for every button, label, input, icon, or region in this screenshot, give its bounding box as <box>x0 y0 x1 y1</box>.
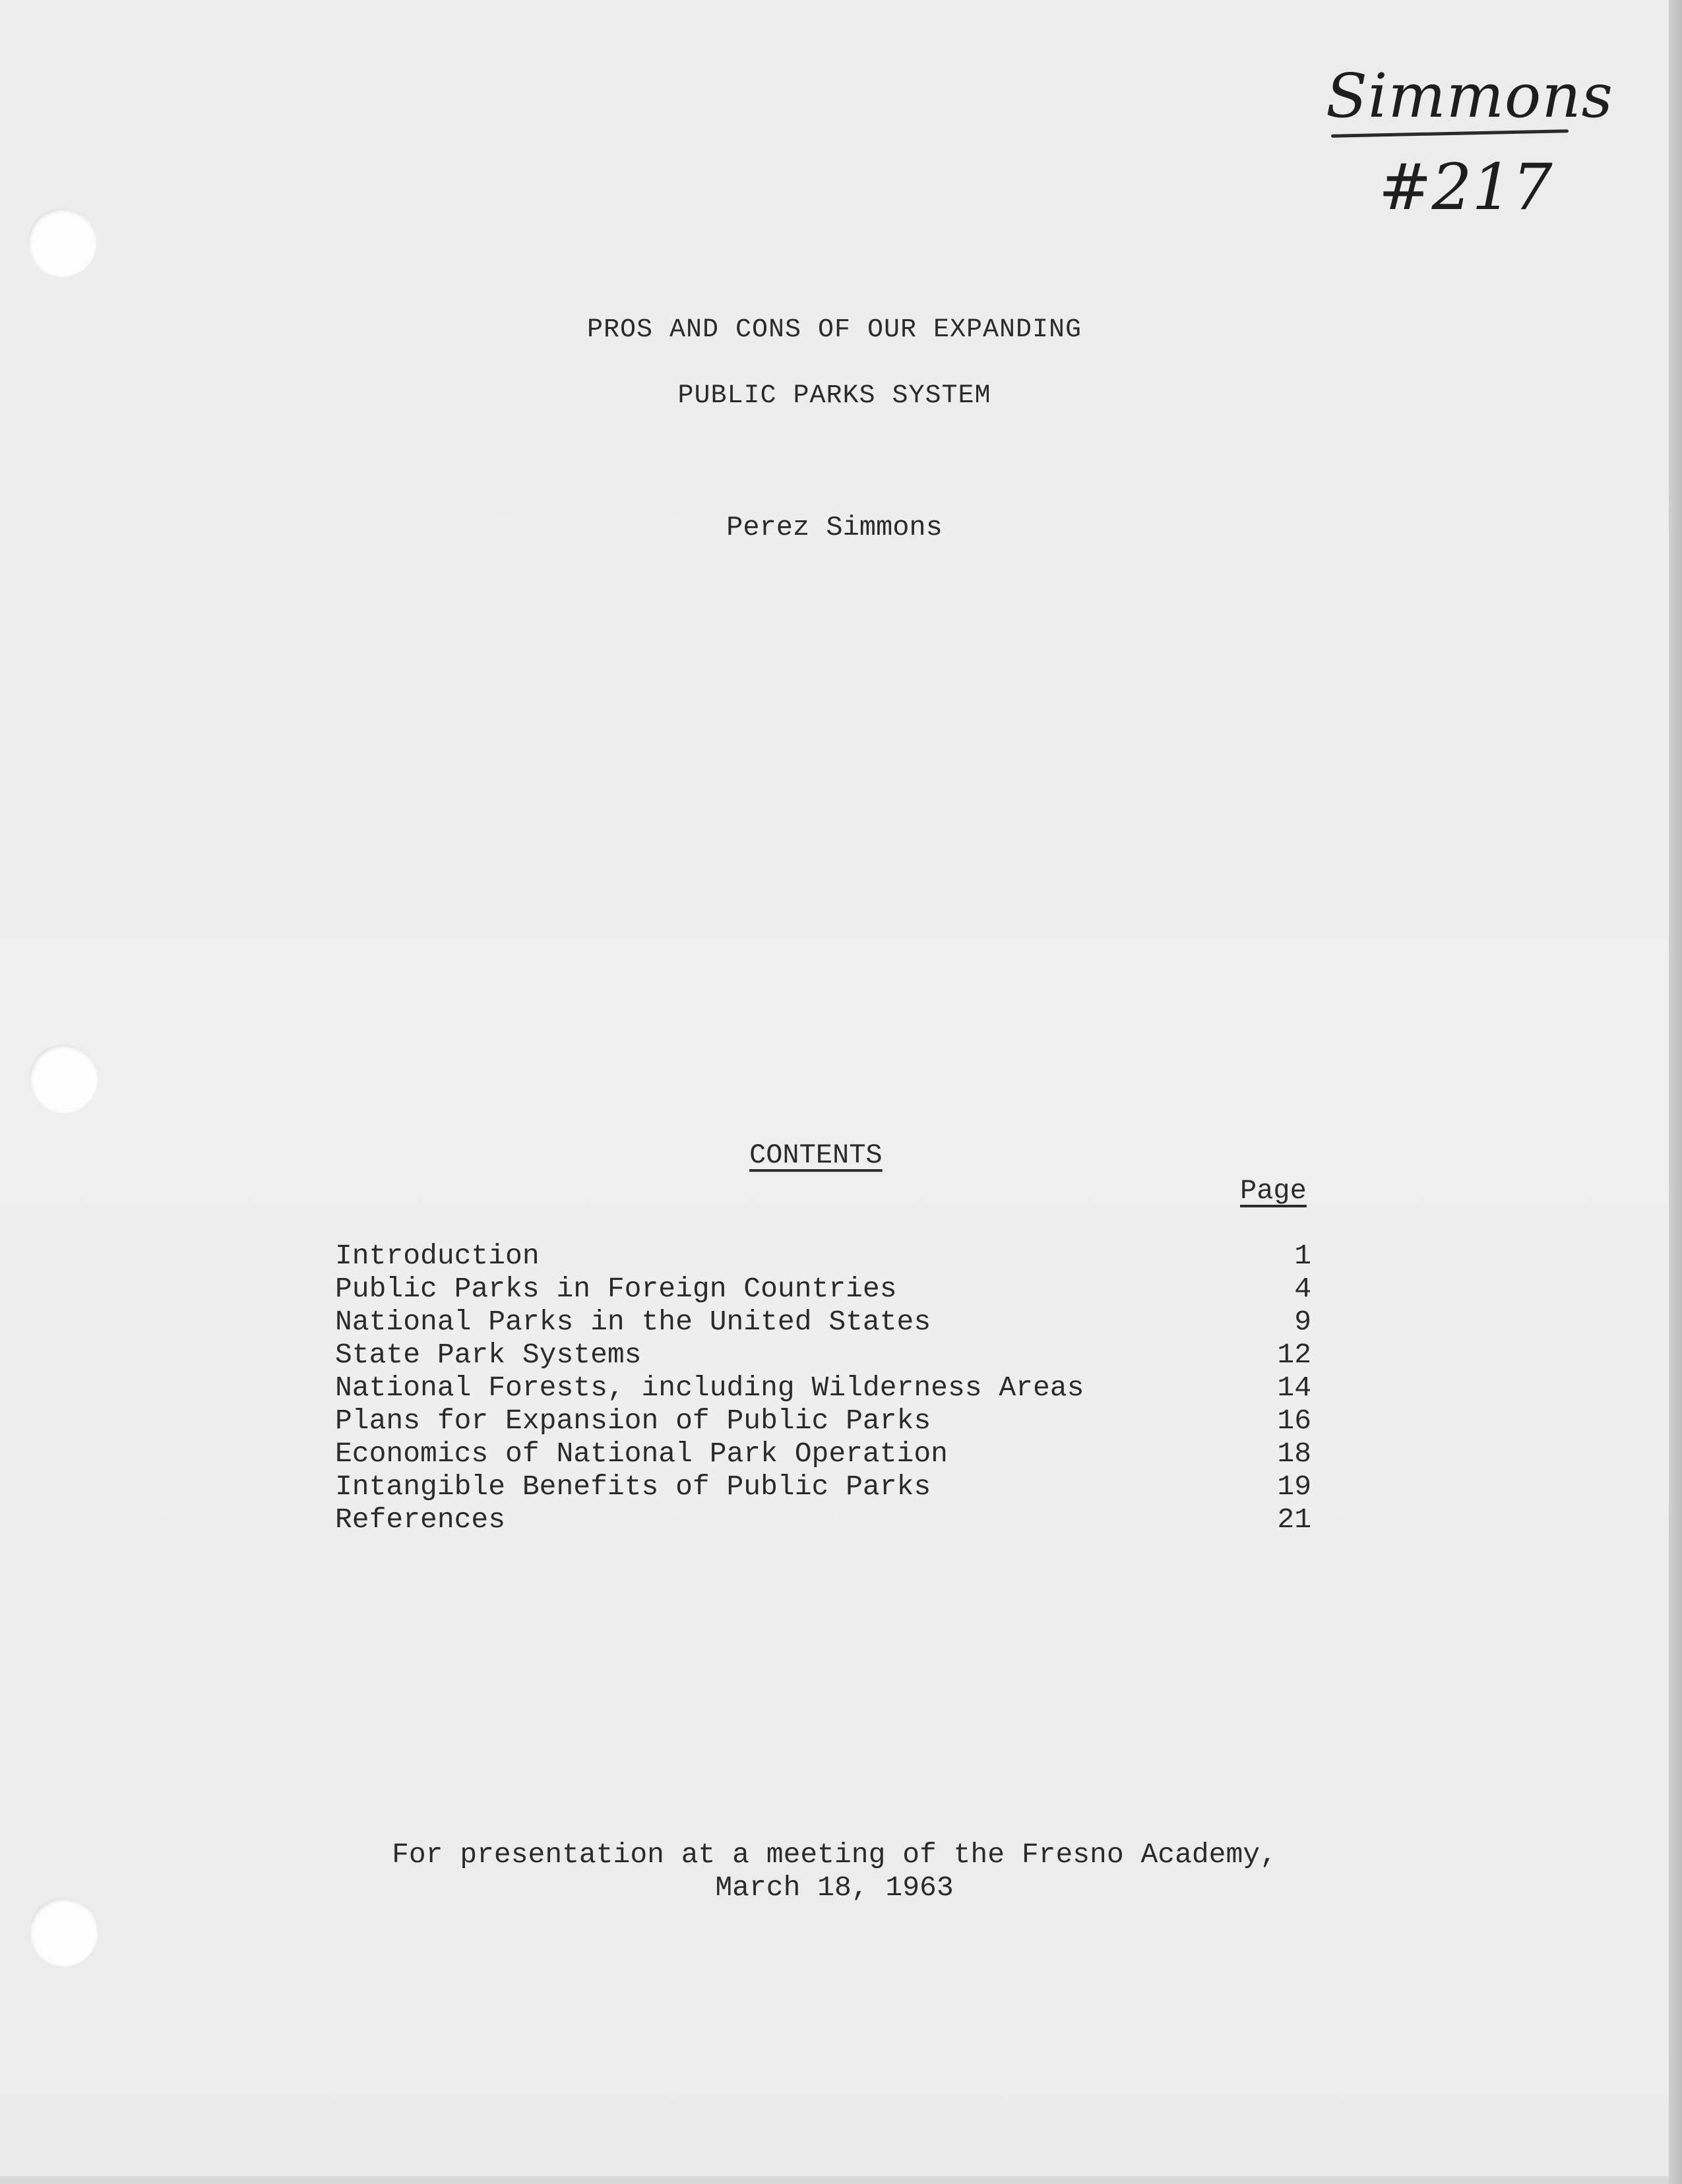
toc-row <box>335 1240 1311 1273</box>
toc-entry-title: State Park Systems <box>335 1339 642 1371</box>
punch-hole-middle <box>29 1045 98 1113</box>
contents-heading: CONTENTS <box>749 1139 883 1171</box>
toc-entry-page: 18 <box>1277 1438 1311 1470</box>
presentation-date: March 18, 1963 <box>715 1871 954 1904</box>
toc-entry-page: 4 <box>1294 1273 1311 1305</box>
toc-row <box>335 1372 1311 1405</box>
toc-row <box>335 1273 1311 1306</box>
toc-row <box>335 1405 1311 1438</box>
toc-entry-page: 12 <box>1277 1339 1311 1371</box>
page-column-heading: Page <box>1240 1175 1307 1207</box>
toc-entry-page: 1 <box>1294 1240 1311 1272</box>
toc-entry-title: Economics of National Park Operation <box>335 1438 948 1470</box>
toc-row <box>335 1438 1311 1471</box>
page-edge-shadow <box>1669 0 1682 2184</box>
toc-entry-page: 19 <box>1277 1471 1311 1503</box>
toc-entry-title: National Forests, including Wilderness Areas <box>335 1372 1084 1404</box>
toc-entry-title: Introduction <box>335 1240 540 1272</box>
toc-entry-title: Public Parks in Foreign Countries <box>335 1273 897 1305</box>
punch-hole-top <box>28 208 96 277</box>
toc-entry-page: 21 <box>1277 1503 1311 1536</box>
presentation-note: For presentation at a meeting of the Fresno Academy, <box>392 1838 1277 1871</box>
toc-entry-page: 14 <box>1277 1372 1311 1404</box>
toc-entry-page: 9 <box>1294 1306 1311 1338</box>
toc-entry-title: Intangible Benefits of Public Parks <box>335 1471 931 1503</box>
title-line-2: PUBLIC PARKS SYSTEM <box>677 381 991 411</box>
toc-entry-title: References <box>335 1503 506 1536</box>
toc-row <box>335 1306 1311 1339</box>
toc-row <box>335 1339 1311 1372</box>
handwritten-name: Simmons <box>1326 61 1613 131</box>
toc-entry-title: National Parks in the United States <box>335 1306 931 1338</box>
table-of-contents <box>335 1240 1311 1536</box>
toc-entry-page: 16 <box>1277 1405 1311 1437</box>
punch-hole-bottom <box>29 1898 98 1966</box>
title-line-1: PROS AND CONS OF OUR EXPANDING <box>586 315 1082 345</box>
author-name: Perez Simmons <box>726 512 943 543</box>
handwritten-number: #217 <box>1379 150 1553 224</box>
toc-row <box>335 1503 1311 1536</box>
toc-entry-title: Plans for Expansion of Public Parks <box>335 1405 931 1437</box>
toc-row <box>335 1471 1311 1503</box>
